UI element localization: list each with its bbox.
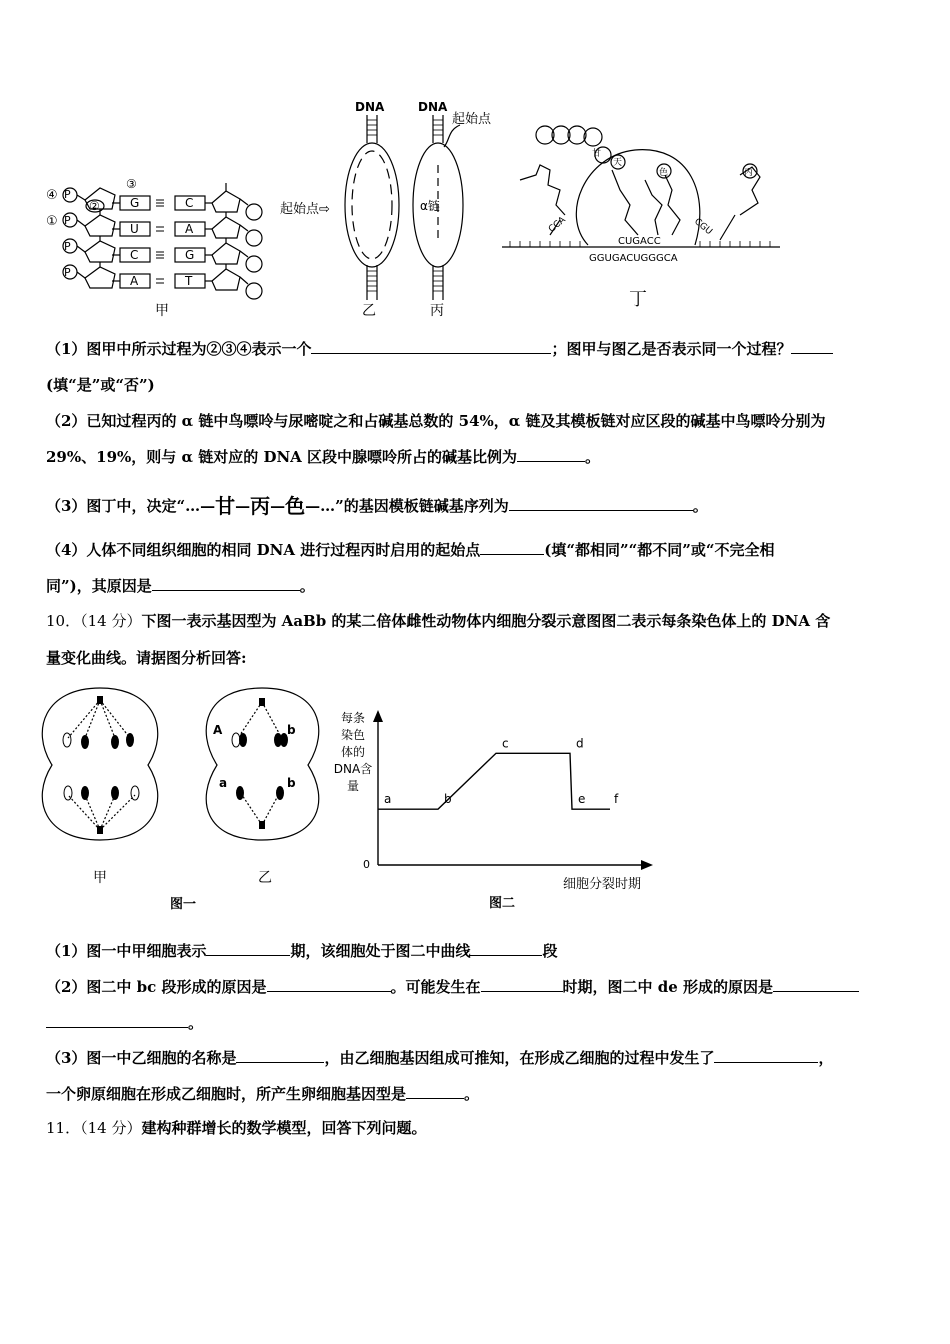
answer-blank[interactable] xyxy=(773,991,859,992)
base-left: U xyxy=(130,222,139,236)
q10-p1-text: 段 xyxy=(542,942,558,960)
question-number: 11．（14 分） xyxy=(46,1119,142,1137)
q9-p1-text: ；图甲与图乙是否表示同一个过程？ xyxy=(551,340,792,358)
q11-intro xyxy=(46,1117,426,1138)
marker-2: ② xyxy=(89,199,100,213)
answer-blank[interactable] xyxy=(206,955,290,956)
punct: 。 xyxy=(299,577,315,595)
question-number: 10．（14 分） xyxy=(46,612,142,630)
cell-jia-label: 甲 xyxy=(93,870,107,886)
q9-part3: （3）图丁中，决定“…—甘—丙—色—…”的基因模板链碱基序列为 。 xyxy=(46,494,708,518)
punct: 。 xyxy=(585,448,601,466)
chart-y-arrow xyxy=(373,710,383,722)
q9-p2-text: 29%、19%，则与 α 链对应的 DNA 区段中腺嘌呤所占的碱基比例为 xyxy=(46,448,518,466)
base-right: C xyxy=(185,196,194,210)
q9-p3-text: —…”的基因模板链碱基序列为 xyxy=(305,497,509,515)
figure-ding xyxy=(502,126,780,247)
phosphate-label: P xyxy=(64,240,71,253)
q9-p4-text: (填“都相同”“都不同”或“不完全相 xyxy=(544,541,775,559)
amino-acid-label: 天 xyxy=(613,158,623,168)
phosphate-label: P xyxy=(64,214,71,227)
q9-p3-text: （3）图丁中，决定“…— xyxy=(46,497,216,515)
q10-p3-text: ，由乙细胞基因组成可推知，在形成乙细胞的过程中发生了 xyxy=(324,1049,715,1067)
chart-point-label: d xyxy=(576,736,584,751)
chromosomes-yi xyxy=(232,698,288,829)
base-right: A xyxy=(185,222,194,236)
figure-1-svg xyxy=(40,680,330,920)
figure-ding-label: 丁 xyxy=(629,289,647,310)
marker-4: ④ xyxy=(46,188,58,203)
chart-point-label: e xyxy=(578,792,586,807)
punct: 。 xyxy=(464,1085,480,1103)
anticodon: CCA xyxy=(546,215,568,235)
answer-blank[interactable] xyxy=(791,353,833,354)
chart-point-label: b xyxy=(444,792,452,807)
q10-part2 xyxy=(46,976,859,997)
phosphate-label: P xyxy=(64,266,71,279)
marker-1: ① xyxy=(46,214,58,229)
base-left: G xyxy=(130,196,140,210)
punct: ， xyxy=(818,1049,834,1067)
chart-xlabel: 细胞分裂时期 xyxy=(563,877,642,892)
q9-part4-line1 xyxy=(46,539,775,560)
amino-acid-label: 甘 xyxy=(592,149,602,159)
q10-part2-line2 xyxy=(46,1012,203,1033)
q9-part1 xyxy=(46,338,833,359)
q9-p1-text: （1）图甲中所示过程为②③④表示一个 xyxy=(46,340,312,358)
punct: 。 xyxy=(188,1014,204,1032)
answer-blank[interactable] xyxy=(517,461,585,462)
chart-x-arrow xyxy=(641,860,653,870)
q10-p3-text: （3）图一中乙细胞的名称是 xyxy=(46,1049,237,1067)
gene-label: A xyxy=(213,723,223,737)
q9-p4-text: （4）人体不同组织细胞的相同 DNA 进行过程丙时启用的起始点 xyxy=(46,541,481,559)
q10-p3-text: 一个卵原细胞在形成乙细胞时，所产生卵细胞基因型是 xyxy=(46,1085,407,1103)
amino-acid-bing: 丙 xyxy=(250,494,271,518)
q10-p1-text: （1）图一中甲细胞表示 xyxy=(46,942,207,960)
answer-blank[interactable] xyxy=(509,510,693,511)
figure-yi-label: 乙 xyxy=(362,303,376,319)
q10-p1-text: 期，该细胞处于图二中曲线 xyxy=(290,942,471,960)
figure-bing-label: 丙 xyxy=(430,303,444,319)
cell-yi-label: 乙 xyxy=(258,870,272,886)
chart-point-label: a xyxy=(384,792,392,807)
ylabel-line: 量 xyxy=(346,779,359,793)
q10-intro-line2: 量变化曲线。请据图分析回答: xyxy=(46,649,247,667)
base-right: G xyxy=(185,248,195,262)
chart-series-line xyxy=(378,753,610,809)
amino-acid-gan: 甘 xyxy=(215,494,236,518)
origin-label: 起始点⇨ xyxy=(280,202,330,217)
answer-blank[interactable] xyxy=(46,1027,188,1028)
q11-text: 建构种群增长的数学模型，回答下列问题。 xyxy=(141,1119,427,1137)
ylabel-line: 体的 xyxy=(340,745,365,759)
amino-acid-se: 色 xyxy=(285,494,306,518)
answer-blank[interactable] xyxy=(311,353,551,354)
answer-blank[interactable] xyxy=(236,1062,324,1063)
q10-part3-line2 xyxy=(46,1083,479,1104)
q9-part2-line1: （2）已知过程丙的 α 链中鸟嘌呤与尿嘧啶之和占碱基总数的 54%，α 链及其模板链对应区段的碱基中鸟嘌呤分别为 xyxy=(46,412,826,430)
answer-blank[interactable] xyxy=(406,1098,464,1099)
anticodon: CGU xyxy=(692,216,714,238)
ylabel-line: DNA含 xyxy=(333,762,373,776)
ylabel-line: 每条 xyxy=(340,711,365,725)
dna-label: DNA xyxy=(418,100,448,114)
figure-jia-label: 甲 xyxy=(155,303,169,319)
answer-blank[interactable] xyxy=(480,554,544,555)
figure-yi xyxy=(345,115,399,300)
marker-3: ③ xyxy=(126,177,137,191)
base-right: T xyxy=(185,274,193,288)
cell-yi xyxy=(206,688,319,840)
q9-part1-hint: (填“是”或“否”) xyxy=(46,376,155,394)
q9-p4-text: 同”)，其原因是 xyxy=(46,577,152,595)
chart-point-label: f xyxy=(614,792,619,807)
chart-origin: 0 xyxy=(363,858,370,871)
punct: 。 xyxy=(692,497,708,515)
answer-blank[interactable] xyxy=(470,955,542,956)
q10-intro-line1 xyxy=(46,610,830,631)
mrna-sequence: GGUGACUGGGCA xyxy=(589,253,678,264)
answer-blank[interactable] xyxy=(152,590,300,591)
q10-intro-text: 下图一表示基因型为 AaBb 的某二倍体雌性动物体内细胞分裂示意图图二表示每条染色体上的 DNA 含 xyxy=(141,612,831,630)
q10-part1 xyxy=(46,940,557,961)
phosphate-label: P xyxy=(64,188,71,201)
dna-label: DNA xyxy=(355,100,385,114)
q9-part2-line2 xyxy=(46,446,600,467)
amino-acid-label: 色 xyxy=(659,168,669,178)
gene-label: b xyxy=(287,776,296,790)
figure-1-caption: 图一 xyxy=(170,897,197,912)
q10-p2-text: （2）图二中 bc 段形成的原因是 xyxy=(46,978,267,996)
answer-blank[interactable] xyxy=(481,991,563,992)
q10-p2-text: 。可能发生在 xyxy=(390,978,481,996)
cell-jia xyxy=(42,688,157,840)
amino-acid-label: 丙 xyxy=(744,168,754,178)
ylabel-line: 染色 xyxy=(340,728,365,742)
answer-blank[interactable] xyxy=(267,991,391,992)
q10-part3 xyxy=(46,1047,833,1068)
base-left: C xyxy=(130,248,139,262)
chart-svg xyxy=(360,700,660,900)
chart-point-label: c xyxy=(502,736,509,751)
origin-label: 起始点 xyxy=(452,112,492,127)
chromosomes-jia xyxy=(63,696,139,834)
alpha-chain-label: α链 xyxy=(420,199,440,213)
q10-p2-text: 时期，图二中 de 形成的原因是 xyxy=(562,978,774,996)
base-left: A xyxy=(130,274,139,288)
q9-part4-line2 xyxy=(46,575,315,596)
gene-label: b xyxy=(287,723,296,737)
answer-blank[interactable] xyxy=(714,1062,818,1063)
gene-label: a xyxy=(219,776,228,790)
anticodon: CUGACC xyxy=(618,236,661,247)
figure-2-caption: 图二 xyxy=(489,896,516,911)
